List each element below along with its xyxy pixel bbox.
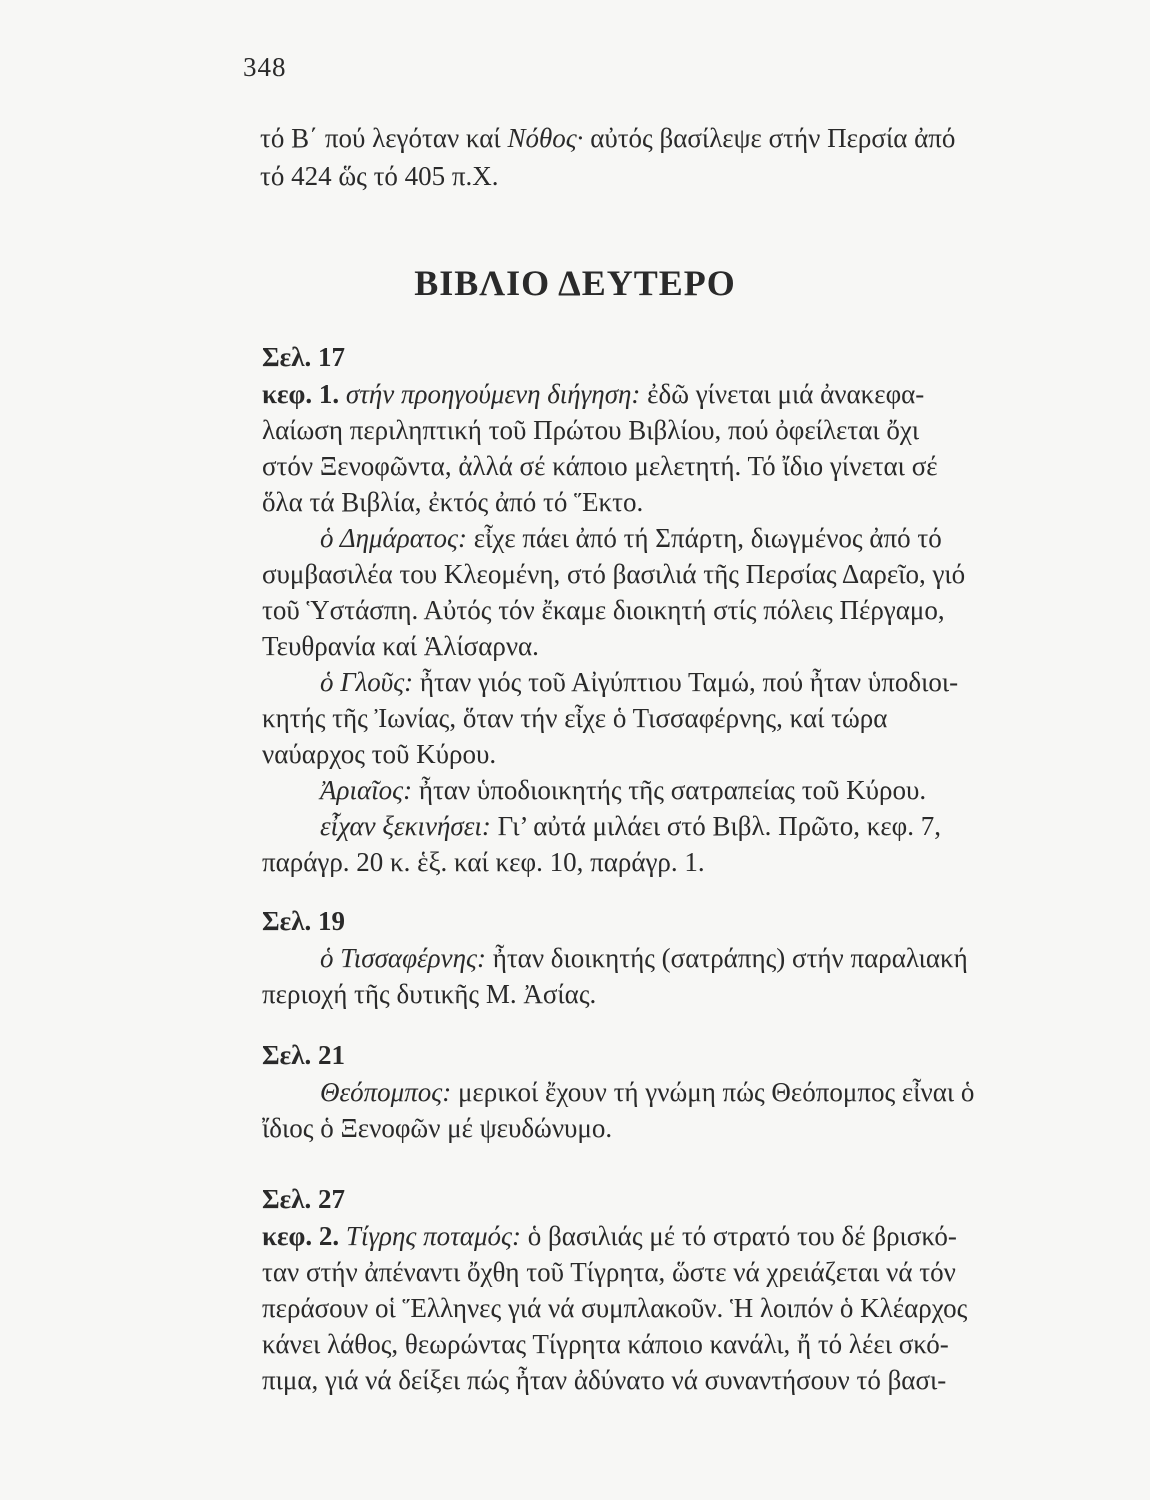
italic-term: στήν προηγούμενη διήγηση: xyxy=(339,379,641,409)
s17-line-2: λαίωση περιληπτική τοῦ Πρώτου Βιβλίου, πού ὀφείλεται ὄχι xyxy=(262,415,920,445)
section-heading-27: Σελ. 27 xyxy=(262,1184,345,1214)
s17-line-3: στόν Ξενοφῶντα, ἀλλά σέ κάποιο μελετητή. Τό ἴδιο γίνεται σέ xyxy=(262,451,938,481)
s27-line-5: πιμα, γιά νά δείξει πώς ἦταν ἀδύνατο νά συναντήσουν τό βασι- xyxy=(262,1365,947,1395)
italic-term: Νόθος· xyxy=(507,123,584,153)
s17-line-6: συμβασιλέα του Κλεομένη, στό βασιλιά τῆς Περσίας Δαρεῖο, γιό xyxy=(262,559,966,589)
page-number: 348 xyxy=(243,52,287,82)
section-heading-17: Σελ. 17 xyxy=(262,342,345,372)
text: Γι’ αὐτά μιλάει στό Βιβλ. Πρῶτο, κεφ. 7, xyxy=(490,811,941,841)
text: ἦταν γιός τοῦ Αἰγύπτιου Ταμώ, πού ἦταν ὑποδιοι- xyxy=(413,667,959,697)
s17-line-7: τοῦ Ὑστάσπη. Αὐτός τόν ἔκαμε διοικητή στίς πόλεις Πέργαμο, xyxy=(262,595,945,625)
s27-line-2: ταν στήν ἀπέναντι ὄχθη τοῦ Τίγρητα, ὥστε νά χρειάζεται νά τόν xyxy=(262,1257,956,1287)
text: ἐδῶ γίνεται μιά ἀνακεφα- xyxy=(640,379,925,409)
s19-line-2: περιοχή τῆς δυτικῆς Μ. Ἀσίας. xyxy=(262,979,597,1009)
text: μερικοί ἔχουν τή γνώμη πώς Θεόπομπος εἶναι ὁ xyxy=(451,1077,975,1107)
s17-line-14: παράγρ. 20 κ. ἑξ. καί κεφ. 10, παράγρ. 1. xyxy=(262,847,705,877)
s27-line-3: περάσουν οἱ Ἕλληνες γιά νά συμπλακοῦν. Ἡ λοιπόν ὁ Κλέαρχος xyxy=(262,1293,968,1323)
section-heading-19: Σελ. 19 xyxy=(262,906,345,936)
s19-line-1 xyxy=(320,942,968,974)
s21-line-1 xyxy=(320,1076,974,1108)
s17-line-1 xyxy=(262,378,924,410)
text: ἦταν ὑποδιοικητής τῆς σατραπείας τοῦ Κύρου. xyxy=(412,775,927,805)
chapter-ref: κεφ. 2. xyxy=(262,1221,340,1251)
text: ὁ βασιλιάς μέ τό στρατό του δέ βρισκό- xyxy=(520,1221,957,1251)
s17-line-13 xyxy=(320,810,941,842)
italic-term: Τίγρης ποταμός: xyxy=(339,1221,521,1251)
s17-line-9 xyxy=(320,666,958,698)
italic-term: εἶχαν ξεκινήσει: xyxy=(320,811,491,841)
s17-line-10: κητής τῆς Ἰωνίας, ὅταν τήν εἶχε ὁ Τισσαφέρνης, καί τώρα xyxy=(262,703,888,733)
italic-term: ὁ Δημάρατος: xyxy=(320,523,467,553)
s27-line-1 xyxy=(262,1220,957,1252)
s21-line-2: ἴδιος ὁ Ξενοφῶν μέ ψευδώνυμο. xyxy=(262,1113,613,1143)
italic-term: Θεόπομπος: xyxy=(320,1077,452,1107)
intro-line-1 xyxy=(260,122,955,154)
italic-term: ὁ Τισσαφέρνης: xyxy=(320,943,486,973)
section-heading-21: Σελ. 21 xyxy=(262,1040,345,1070)
book-title: ΒΙΒΛΙΟ ΔΕΥΤΕΡΟ xyxy=(414,263,736,303)
s17-line-5 xyxy=(320,522,942,554)
text: τό Β΄ πού λεγόταν καί xyxy=(260,123,508,153)
italic-term: ὁ Γλοῦς: xyxy=(320,667,414,697)
intro-line-2: τό 424 ὥς τό 405 π.Χ. xyxy=(260,161,499,191)
text: ἦταν διοικητής (σατράπης) στήν παραλιακή xyxy=(485,943,968,973)
text: αὐτός βασίλεψε στήν Περσία ἀπό xyxy=(583,123,956,153)
text: εἶχε πάει ἀπό τή Σπάρτη, διωγμένος ἀπό τό xyxy=(466,523,942,553)
s17-line-12 xyxy=(320,774,926,806)
s17-line-8: Τευθρανία καί Ἁλίσαρνα. xyxy=(262,631,539,661)
s27-line-4: κάνει λάθος, θεωρώντας Τίγρητα κάποιο κανάλι, ἤ τό λέει σκό- xyxy=(262,1329,949,1359)
chapter-ref: κεφ. 1. xyxy=(262,379,340,409)
s17-line-11: ναύαρχος τοῦ Κύρου. xyxy=(262,739,497,769)
s17-line-4: ὅλα τά Βιβλία, ἐκτός ἀπό τό Ἕκτο. xyxy=(262,487,644,517)
italic-term: Ἀριαῖος: xyxy=(320,775,413,805)
